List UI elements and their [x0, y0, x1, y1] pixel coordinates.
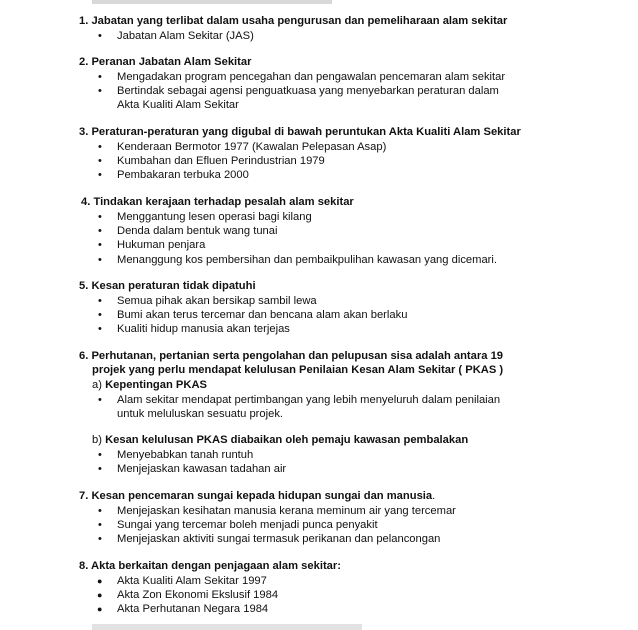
list-item: Kumbahan dan Efluen Perindustrian 1979 — [117, 155, 325, 167]
section-7-heading-text: 7. Kesan pencemaran sungai kepada hidupan sungai dan manusia — [79, 490, 433, 502]
list-item: Alam sekitar mendapat pertimbangan yang lebih menyeluruh dalam penilaian — [117, 394, 501, 406]
bullet-icon: • — [98, 211, 102, 223]
section-7-heading — [79, 489, 435, 503]
subsection-b-prefix: b) — [92, 434, 102, 446]
section-2-heading: 2. Peranan Jabatan Alam Sekitar — [79, 56, 252, 68]
bullet-icon: • — [98, 30, 102, 42]
bullet-icon: • — [98, 295, 102, 307]
bullet-icon: • — [98, 239, 102, 251]
section-8-heading: 8. Akta berkaitan dengan penjagaan alam sekitar: — [79, 560, 341, 572]
bullet-icon: ● — [97, 590, 103, 600]
list-item: Menjejaskan kawasan tadahan air — [117, 463, 287, 475]
subsection-a-prefix: a) — [92, 379, 102, 391]
list-item: Semua pihak akan bersikap sambil lewa — [117, 295, 317, 307]
subsection-a — [92, 378, 207, 392]
bullet-icon: • — [98, 71, 102, 83]
list-item-continuation: untuk meluluskan sesuatu projek. — [117, 408, 284, 420]
section-1-heading: 1. Jabatan yang terlibat dalam usaha pengurusan dan pemeliharaan alam sekitar — [79, 15, 508, 27]
list-item: Pembakaran terbuka 2000 — [117, 169, 249, 181]
bullet-icon: • — [98, 449, 102, 461]
list-item: Menjejaskan aktiviti sungai termasuk perikanan dan pelancongan — [117, 533, 441, 545]
section-7-heading-period: . — [432, 490, 436, 502]
bullet-icon: • — [98, 323, 102, 335]
bottom-cropped-line — [92, 624, 362, 630]
list-item: Menjejaskan kesihatan manusia kerana meminum air yang tercemar — [117, 505, 456, 517]
list-item: Akta Zon Ekonomi Ekslusif 1984 — [117, 589, 279, 601]
list-item: Akta Perhutanan Negara 1984 — [117, 603, 269, 615]
bullet-icon: • — [98, 533, 102, 545]
bullet-icon: • — [98, 225, 102, 237]
bullet-icon: • — [98, 309, 102, 321]
section-3-heading: 3. Peraturan-peraturan yang digubal di bawah peruntukan Akta Kualiti Alam Sekitar — [79, 126, 521, 138]
list-item: Bertindak sebagai agensi penguatkuasa yang menyebarkan peraturan dalam — [117, 85, 499, 97]
section-6-heading-line-2: projek yang perlu mendapat kelulusan Penilaian Kesan Alam Sekitar ( PKAS ) — [92, 364, 504, 376]
bullet-icon: • — [98, 254, 102, 266]
bullet-icon: • — [98, 155, 102, 167]
list-item: Sungai yang tercemar boleh menjadi punca penyakit — [117, 519, 378, 531]
list-item: Hukuman penjara — [117, 239, 206, 251]
list-item: Menanggung kos pembersihan dan pembaikpulihan kawasan yang dicemari. — [117, 254, 497, 266]
bullet-icon: ● — [97, 604, 103, 614]
list-item: Kenderaan Bermotor 1977 (Kawalan Pelepasan Asap) — [117, 141, 387, 153]
bullet-icon: • — [98, 463, 102, 475]
subsection-a-label: Kepentingan PKAS — [105, 379, 208, 391]
section-5-heading: 5. Kesan peraturan tidak dipatuhi — [79, 280, 256, 292]
list-item: Bumi akan terus tercemar dan bencana alam akan berlaku — [117, 309, 408, 321]
bullet-icon: • — [98, 85, 102, 97]
section-4-heading: 4. Tindakan kerajaan terhadap pesalah alam sekitar — [81, 196, 354, 208]
list-item: Menyebabkan tanah runtuh — [117, 449, 254, 461]
bullet-icon: • — [98, 394, 102, 406]
bullet-icon: • — [98, 505, 102, 517]
bullet-icon: ● — [97, 576, 103, 586]
list-item: Menggantung lesen operasi bagi kilang — [117, 211, 312, 223]
top-cropped-line — [92, 0, 332, 4]
list-item: Denda dalam bentuk wang tunai — [117, 225, 278, 237]
section-6-heading: 6. Perhutanan, pertanian serta pengolahan dan pelupusan sisa adalah antara 19 — [79, 350, 504, 362]
list-item: Kualiti hidup manusia akan terjejas — [117, 323, 290, 335]
bullet-icon: • — [98, 169, 102, 181]
bullet-icon: • — [98, 519, 102, 531]
list-item: Jabatan Alam Sekitar (JAS) — [117, 30, 254, 42]
subsection-b-label: Kesan kelulusan PKAS diabaikan oleh pemaju kawasan pembalakan — [105, 434, 469, 446]
list-item: Akta Kualiti Alam Sekitar 1997 — [117, 575, 267, 587]
subsection-b — [92, 433, 468, 447]
bullet-icon: • — [98, 141, 102, 153]
list-item-continuation: Akta Kualiti Alam Sekitar — [117, 99, 239, 111]
list-item: Mengadakan program pencegahan dan pengawalan pencemaran alam sekitar — [117, 71, 506, 83]
